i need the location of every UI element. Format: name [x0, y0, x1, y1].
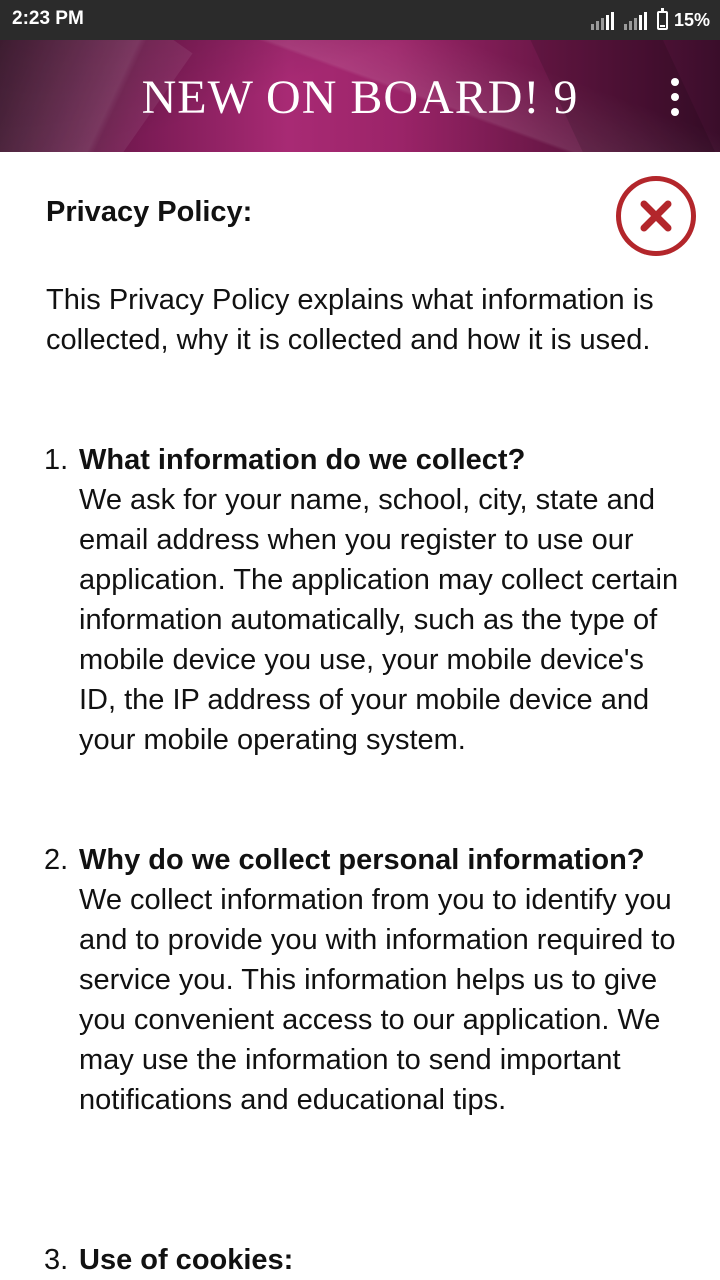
signal-icon-2 [624, 10, 649, 30]
policy-section-2 [44, 840, 684, 1120]
more-vert-icon[interactable] [664, 78, 686, 118]
privacy-policy-content[interactable] [0, 152, 720, 1280]
section-heading: Use of cookies: [79, 1244, 294, 1276]
signal-icon [591, 10, 616, 30]
battery-icon [657, 11, 668, 30]
close-icon [621, 181, 691, 251]
app-header [0, 40, 720, 152]
policy-title: Privacy Policy: [46, 196, 253, 228]
section-text: We collect information from you to identify you and to provide you with information required to service you. This information helps us to give you convenient access to our application. We may use the information to send important notifications and educational tips. [79, 884, 676, 1116]
status-bar [0, 0, 720, 40]
section-heading: Why do we collect personal information? [79, 844, 645, 876]
policy-intro: This Privacy Policy explains what information is collected, why it is collected and how it is used. [46, 284, 654, 356]
section-number: 1. [44, 444, 69, 476]
battery-percent: 15% [673, 9, 710, 30]
section-number: 3. [44, 1244, 69, 1276]
policy-section-3 [44, 1240, 684, 1280]
status-icons [591, 7, 710, 33]
section-number: 2. [44, 844, 69, 876]
status-time: 2:23 PM [12, 8, 84, 29]
section-heading: What information do we collect? [79, 444, 526, 476]
close-button[interactable] [616, 176, 696, 256]
section-text: We ask for your name, school, city, state and email address when you register to use our application. The application may collect certain information automatically, such as the type of mobile device you use, your mobile device's ID, the IP address of your mobile device and your mobile operating system. [79, 484, 679, 756]
app-title: NEW ON BOARD! 9 [141, 71, 579, 124]
policy-section-1 [44, 440, 684, 760]
